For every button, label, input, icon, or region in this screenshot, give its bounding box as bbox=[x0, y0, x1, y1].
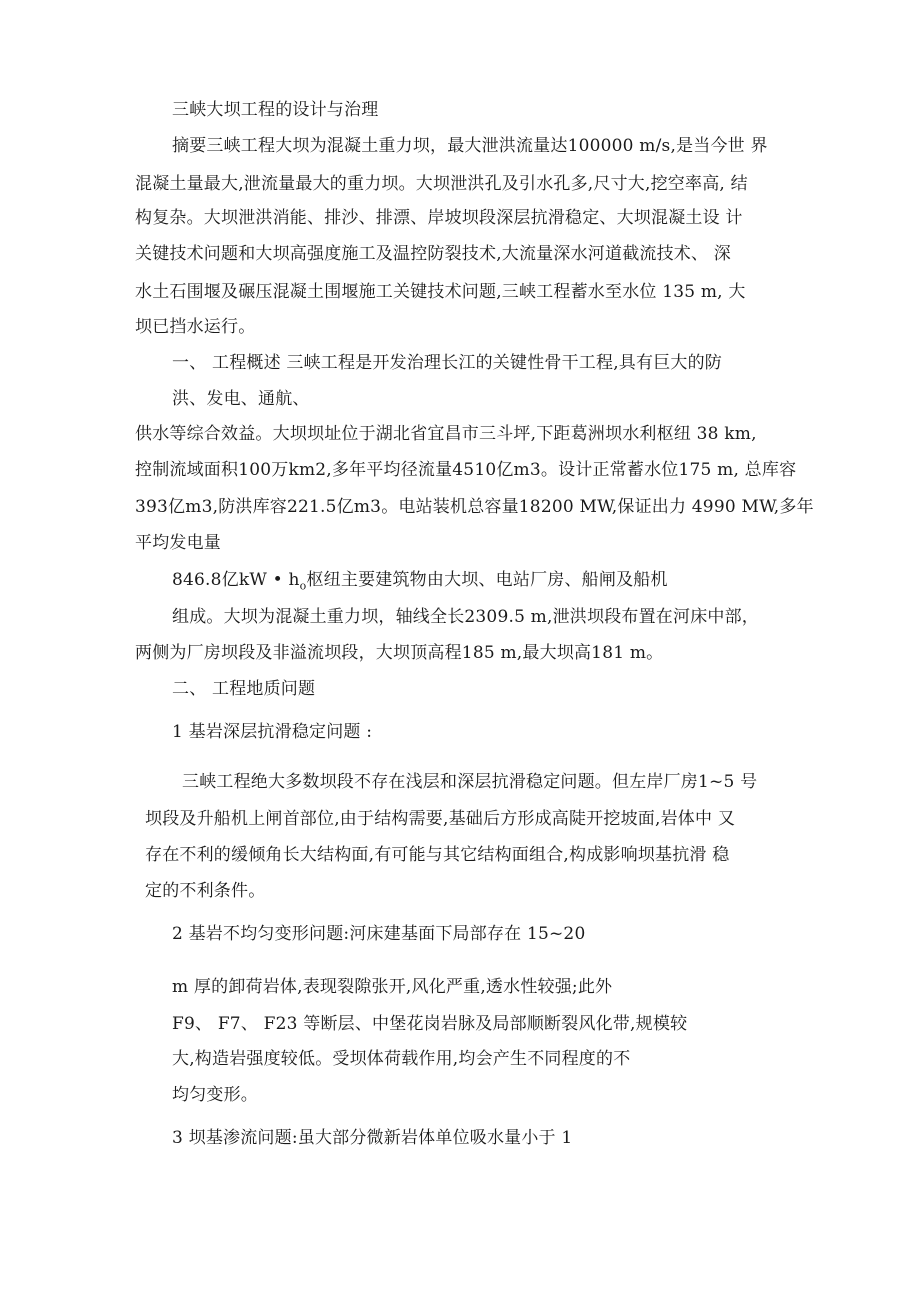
item1-line: 存在不利的缓倾角长大结构面,有可能与其它结构面组合,构成影响坝基抗滑 稳 bbox=[145, 845, 730, 865]
item1-heading: 1 基岩深层抗滑稳定问题 : bbox=[172, 722, 373, 742]
item1-line: 三峡工程绝大多数坝段不存在浅层和深层抗滑稳定问题。但左岸厂房1~5 号 bbox=[182, 772, 758, 792]
power-output-subscript: o bbox=[299, 579, 307, 593]
power-output-value: 846.8亿kW • h bbox=[172, 570, 300, 590]
section1-body-line: 平均发电量 bbox=[135, 533, 221, 553]
item2-line: F9、 F7、 F23 等断层、中堡花岗岩脉及局部顺断裂风化带,规模较 bbox=[172, 1014, 688, 1034]
item1-line: 坝段及升船机上闸首部位,由于结构需要,基础后方形成高陡开挖坡面,岩体中 又 bbox=[145, 809, 736, 829]
document-title: 三峡大坝工程的设计与治理 bbox=[172, 100, 379, 120]
section1-heading: 一、 工程概述 三峡工程是开发治理长江的关键性骨干工程,具有巨大的防 bbox=[172, 353, 723, 373]
power-output-text: 枢纽主要建筑物由大坝、电站厂房、船闸及船机 bbox=[306, 570, 668, 590]
section1-line: 洪、发电、通航、 bbox=[172, 389, 310, 409]
item2-line: 大,构造岩强度较低。受坝体荷载作用,均会产生不同程度的不 bbox=[172, 1049, 631, 1069]
item2-line: m 厚的卸荷岩体,表现裂隙张开,风化严重,透水性较强;此外 bbox=[172, 977, 613, 997]
abstract-line: 水土石围堰及碾压混凝土围堰施工关键技术问题,三峡工程蓄水至水位 135 m, 大 bbox=[135, 282, 746, 302]
section2-heading: 二、 工程地质问题 bbox=[172, 679, 316, 699]
composition-line: 两侧为厂房坝段及非溢流坝段，大坝顶高程185 m,最大坝高181 m。 bbox=[135, 643, 664, 663]
item1-line: 定的不利条件。 bbox=[145, 881, 266, 901]
section1-body-line: 控制流域面积100万km2,多年平均径流量4510亿m3。设计正常蓄水位175 m, 总库容 bbox=[135, 460, 797, 480]
section1-body-line: 供水等综合效益。大坝坝址位于湖北省宜昌市三斗坪,下距葛洲坝水利枢纽 38 km, bbox=[135, 424, 757, 444]
item2-heading: 2 基岩不均匀变形问题:河床建基面下局部存在 15~20 bbox=[172, 924, 586, 944]
item2-line: 均匀变形。 bbox=[172, 1085, 258, 1105]
power-output-line bbox=[172, 568, 668, 598]
item3-heading: 3 坝基渗流问题:虽大部分微新岩体单位吸水量小于 1 bbox=[172, 1128, 573, 1148]
abstract-line: 混凝土量最大,泄流量最大的重力坝。大坝泄洪孔及引水孔多,尺寸大,挖空率高, 结 bbox=[135, 174, 748, 194]
abstract-line: 摘要三峡工程大坝为混凝土重力坝，最大泄洪流量达100000 m/s,是当今世 界 bbox=[172, 136, 768, 156]
abstract-line: 关键技术问题和大坝高强度施工及温控防裂技术,大流量深水河道截流技术、 深 bbox=[135, 244, 732, 264]
abstract-line: 坝已挡水运行。 bbox=[135, 317, 256, 337]
section1-body-line: 393亿m3,防洪库容221.5亿m3。电站装机总容量18200 MW,保证出力 4990 MW,多年 bbox=[135, 497, 814, 517]
abstract-line: 构复杂。大坝泄洪消能、排沙、排漂、岸坡坝段深层抗滑稳定、大坝混凝土设 计 bbox=[135, 208, 743, 228]
composition-line: 组成。大坝为混凝土重力坝，轴线全长2309.5 m,泄洪坝段布置在河床中部， bbox=[172, 607, 760, 627]
